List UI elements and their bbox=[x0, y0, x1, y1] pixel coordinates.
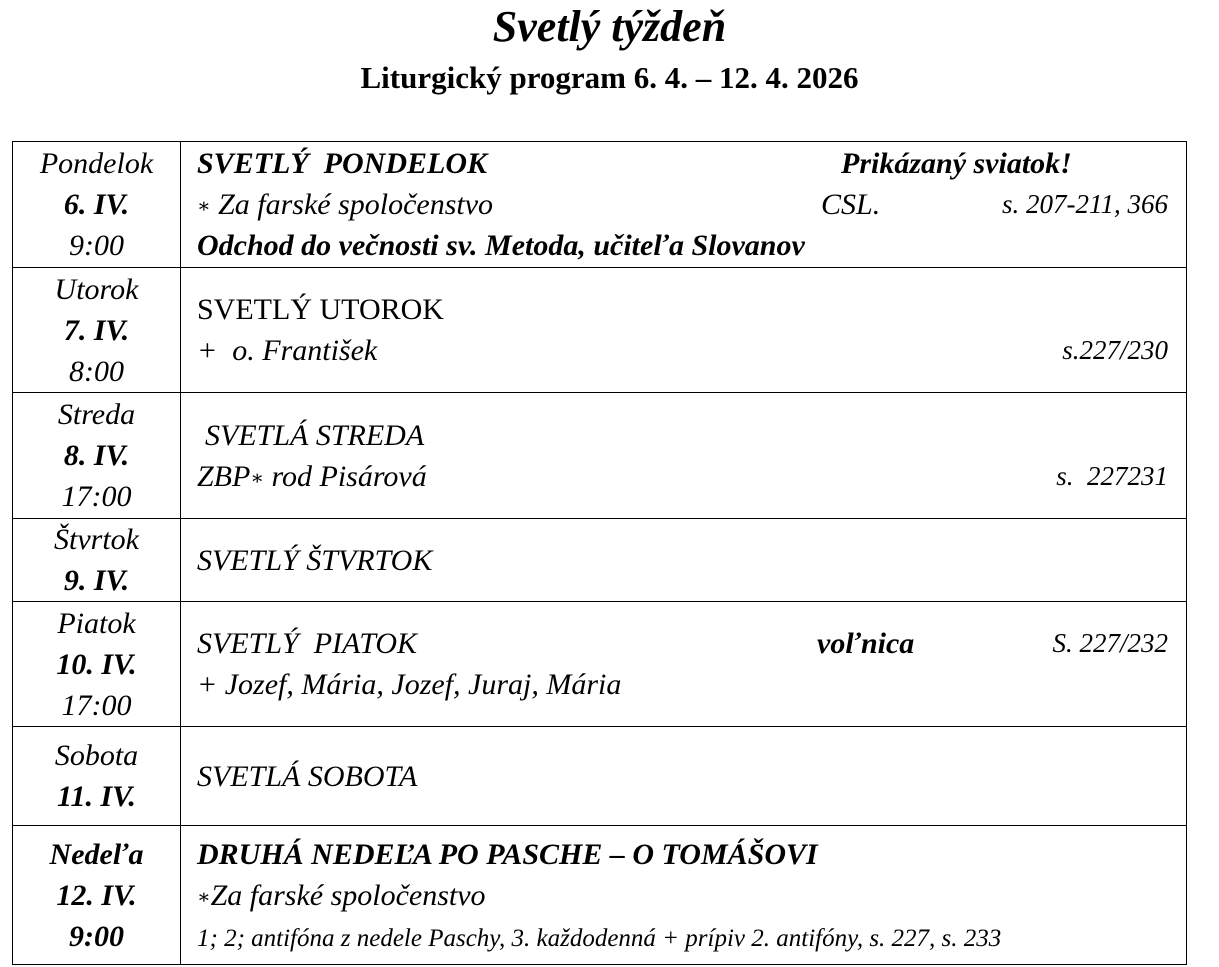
commemoration: Odchod do večnosti sv. Metoda, učiteľa Slovanov bbox=[197, 229, 805, 262]
day-date: 7. IV. bbox=[63, 313, 130, 347]
day-heading: DRUHÁ NEDEĽA PO PASCHE – O TOMÁŠOVI bbox=[197, 837, 818, 871]
content-cell bbox=[181, 142, 1187, 268]
day-name: Utorok bbox=[54, 272, 139, 306]
day-name: Sobota bbox=[54, 739, 139, 772]
day-heading: SVETLÝ PONDELOK bbox=[197, 147, 488, 180]
day-name: Štvrtok bbox=[54, 523, 139, 556]
day-time: 17:00 bbox=[61, 480, 132, 513]
day-date: 8. IV. bbox=[63, 439, 130, 472]
intention-code: CSL. bbox=[821, 188, 881, 221]
day-note: Prikázaný sviatok! bbox=[841, 147, 1072, 180]
content-cell bbox=[181, 519, 1187, 602]
day-cell bbox=[13, 268, 181, 393]
content-cell bbox=[181, 602, 1187, 727]
day-heading: SVETLÁ SOBOTA bbox=[197, 759, 418, 793]
day-name: Streda bbox=[57, 398, 136, 431]
day-cell bbox=[13, 142, 181, 268]
mass-intention: Za farské spoločenstvo bbox=[218, 188, 494, 221]
book-reference: s. 227231 bbox=[1056, 460, 1168, 491]
day-cell bbox=[13, 826, 181, 965]
day-heading: SVETLÝ UTOROK bbox=[197, 293, 444, 326]
day-name: Nedeľa bbox=[49, 837, 144, 871]
day-cell bbox=[13, 727, 181, 826]
day-heading: SVETLÝ ŠTVRTOK bbox=[197, 543, 433, 577]
mass-intention: + o. František bbox=[197, 334, 378, 367]
day-cell bbox=[13, 602, 181, 727]
table-row bbox=[13, 602, 1187, 727]
mass-intention: Za farské spoločenstvo bbox=[210, 878, 486, 912]
table-row bbox=[13, 727, 1187, 826]
day-name: Piatok bbox=[57, 606, 136, 640]
book-reference: S. 227/232 bbox=[1052, 628, 1168, 658]
day-heading: SVETLÁ STREDA bbox=[205, 418, 425, 452]
day-cell bbox=[13, 393, 181, 519]
content-cell bbox=[181, 268, 1187, 393]
content-cell bbox=[181, 727, 1187, 826]
table-row bbox=[13, 519, 1187, 602]
day-date: 10. IV. bbox=[56, 647, 137, 681]
intention-prefix: ZBP bbox=[197, 459, 251, 493]
day-date: 9. IV. bbox=[63, 564, 130, 597]
table-row bbox=[13, 142, 1187, 268]
day-cell bbox=[13, 519, 181, 602]
page-subtitle: Liturgický program 6. 4. – 12. 4. 2026 bbox=[360, 60, 859, 95]
day-time: 9:00 bbox=[69, 919, 124, 953]
page-title: Svetlý týždeň bbox=[492, 2, 727, 51]
asterisk-icon: ∗ bbox=[250, 467, 264, 490]
day-name: Pondelok bbox=[39, 147, 154, 180]
content-cell bbox=[181, 826, 1187, 965]
day-time: 17:00 bbox=[61, 688, 132, 722]
schedule-table bbox=[12, 141, 1187, 965]
book-reference: 1; 2; antifóna z nedele Paschy, 3. každodenná + prípiv 2. antifóny, s. 227, s. 233 bbox=[197, 924, 1002, 952]
day-date: 12. IV. bbox=[56, 878, 137, 912]
table-row bbox=[13, 268, 1187, 393]
book-reference: s.227/230 bbox=[1062, 335, 1168, 365]
table-row bbox=[13, 393, 1187, 519]
mass-intention: + Jozef, Mária, Jozef, Juraj, Mária bbox=[197, 668, 622, 701]
day-time: 9:00 bbox=[69, 229, 124, 262]
day-heading: SVETLÝ PIATOK bbox=[197, 627, 418, 660]
day-note: voľnica bbox=[817, 627, 915, 660]
book-reference: s. 207-211, 366 bbox=[1002, 189, 1168, 219]
mass-intention: rod Pisárová bbox=[271, 459, 427, 493]
content-cell bbox=[181, 393, 1187, 519]
table-row bbox=[13, 826, 1187, 965]
day-date: 6. IV. bbox=[63, 188, 130, 221]
asterisk-icon: ∗ bbox=[197, 886, 211, 909]
asterisk-icon: ∗ bbox=[197, 195, 211, 218]
day-date: 11. IV. bbox=[57, 780, 136, 813]
day-time: 8:00 bbox=[69, 354, 124, 388]
